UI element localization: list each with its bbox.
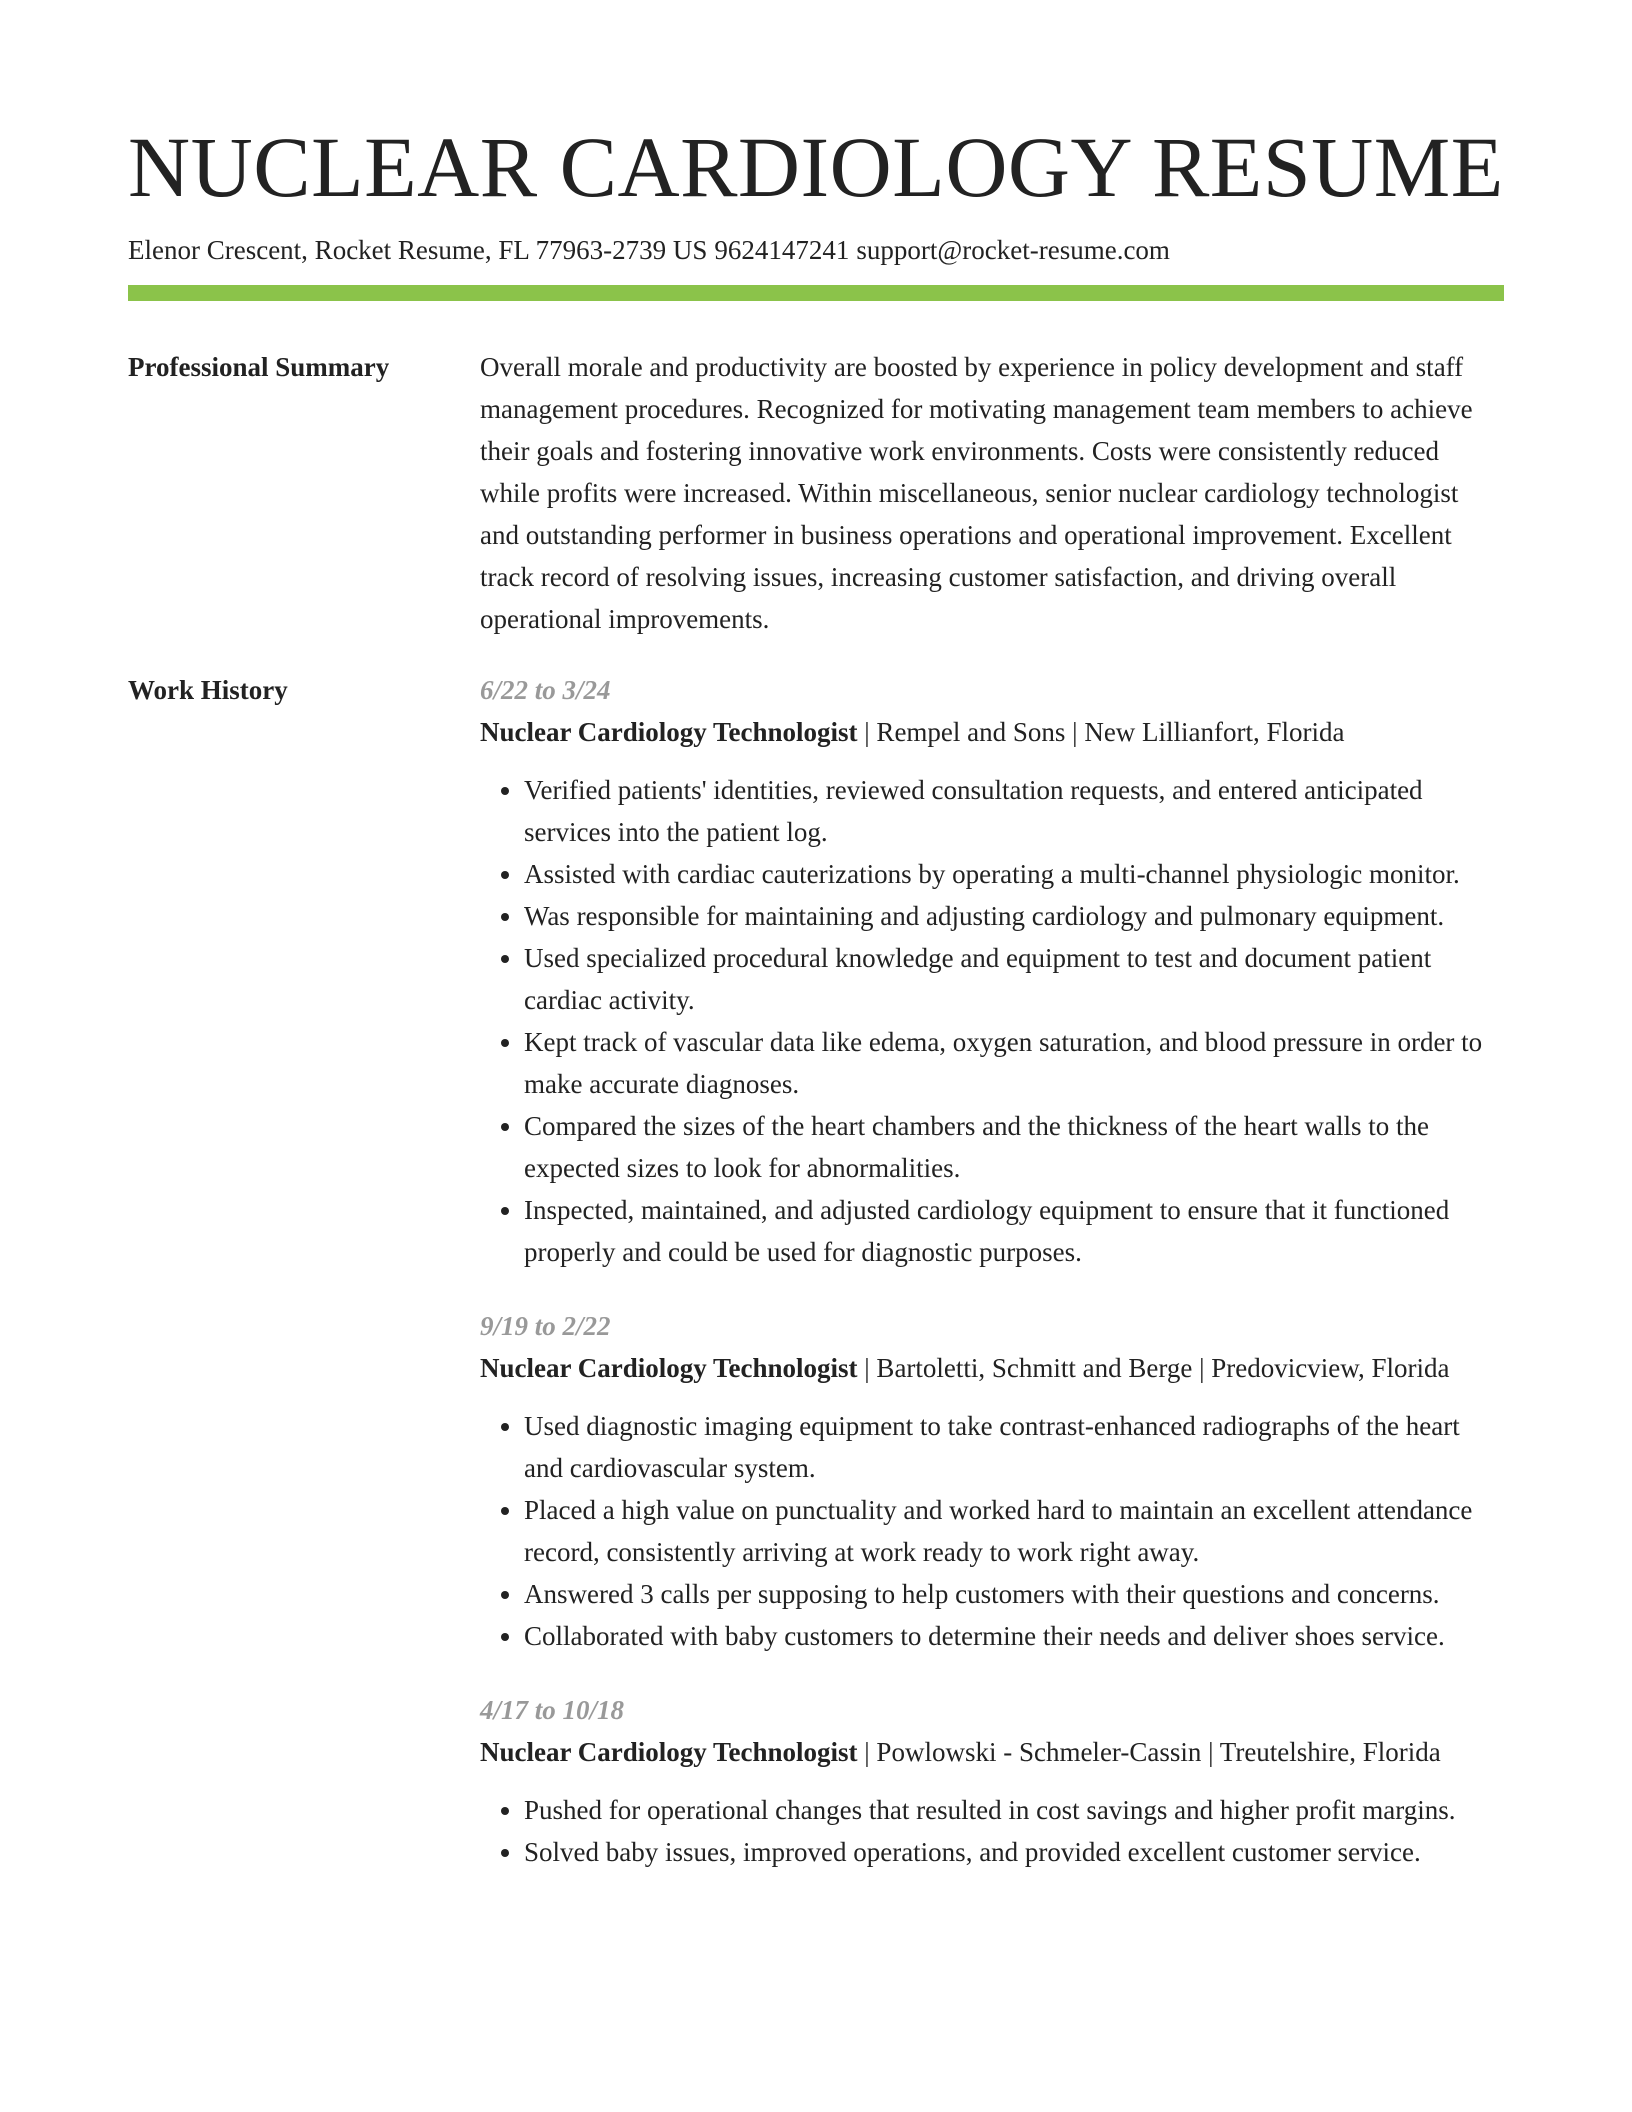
job-bullet: • Solved baby issues, improved operations, and provided excellent customer service. — [524, 1831, 1504, 1873]
job-entry — [480, 669, 1504, 1273]
summary-body — [480, 346, 1504, 640]
job-bullet-list — [480, 1405, 1504, 1657]
job-dates: 9/19 to 2/22 — [480, 1311, 611, 1341]
job-title: Nuclear Cardiology Technologist — [480, 1353, 858, 1383]
contact-address: Elenor Crescent, Rocket Resume, FL 77963-2739 US — [128, 235, 708, 265]
job-bullet-list — [480, 1789, 1504, 1873]
work-history-body — [480, 669, 1504, 1905]
job-title: Nuclear Cardiology Technologist — [480, 717, 858, 747]
summary-heading: Professional Summary — [128, 352, 390, 382]
contact-email: support@rocket-resume.com — [856, 235, 1170, 265]
job-bullet: • Compared the sizes of the heart chambers and the thickness of the heart walls to the expected sizes to look for abnormalities. — [524, 1105, 1504, 1189]
job-entry — [480, 1305, 1504, 1657]
job-bullet: • Kept track of vascular data like edema, oxygen saturation, and blood pressure in order to make accurate diagnoses. — [524, 1021, 1504, 1105]
job-title-line — [480, 711, 1504, 753]
job-bullet: • Used specialized procedural knowledge and equipment to test and document patient cardiac activity. — [524, 937, 1504, 1021]
contact-line — [128, 232, 1170, 268]
summary-text: Overall morale and productivity are boosted by experience in policy development and staff management procedures. Recognized for motivating management team members to achieve their goals and fostering innovative work environments. Costs were consistently reduced while profits were increased. Within miscellaneous, senior nuclear cardiology technologist and outstanding performer in business operations and operational improvement. Excellent track record of resolving issues, increasing customer satisfaction, and driving overall operational improvements. — [480, 352, 1473, 634]
job-bullet: • Pushed for operational changes that resulted in cost savings and higher profit margins. — [524, 1789, 1504, 1831]
resume-title: NUCLEAR CARDIOLOGY RESUME — [128, 119, 1504, 215]
job-bullet: • Inspected, maintained, and adjusted cardiology equipment to ensure that it functioned properly and could be used for diagnostic purposes. — [524, 1189, 1504, 1273]
job-title: Nuclear Cardiology Technologist — [480, 1737, 858, 1767]
job-bullet: • Placed a high value on punctuality and worked hard to maintain an excellent attendance record, consistently arriving at work ready to work right away. — [524, 1489, 1504, 1573]
job-bullet: • Collaborated with baby customers to determine their needs and deliver shoes service. — [524, 1615, 1504, 1657]
job-title-line — [480, 1347, 1504, 1389]
job-bullet: • Answered 3 calls per supposing to help customers with their questions and concerns. — [524, 1573, 1504, 1615]
job-employer-location: | Rempel and Sons | New Lillianfort, Florida — [857, 717, 1345, 747]
header-accent-rule — [128, 285, 1504, 301]
job-bullet: • Was responsible for maintaining and adjusting cardiology and pulmonary equipment. — [524, 895, 1504, 937]
job-bullet: • Used diagnostic imaging equipment to take contrast-enhanced radiographs of the heart and cardiovascular system. — [524, 1405, 1504, 1489]
work-history-heading: Work History — [128, 675, 288, 705]
job-bullet-list — [480, 769, 1504, 1273]
contact-phone: 9624147241 — [714, 235, 850, 265]
job-bullet: • Assisted with cardiac cauterizations by operating a multi-channel physiologic monitor. — [524, 853, 1504, 895]
job-bullet: • Verified patients' identities, reviewed consultation requests, and entered anticipated services into the patient log. — [524, 769, 1504, 853]
job-entry — [480, 1689, 1504, 1873]
job-employer-location: | Bartoletti, Schmitt and Berge | Predovicview, Florida — [857, 1353, 1450, 1383]
job-dates: 6/22 to 3/24 — [480, 675, 611, 705]
job-employer-location: | Powlowski - Schmeler-Cassin | Treutelshire, Florida — [857, 1737, 1441, 1767]
job-dates: 4/17 to 10/18 — [480, 1695, 625, 1725]
job-title-line — [480, 1731, 1504, 1773]
